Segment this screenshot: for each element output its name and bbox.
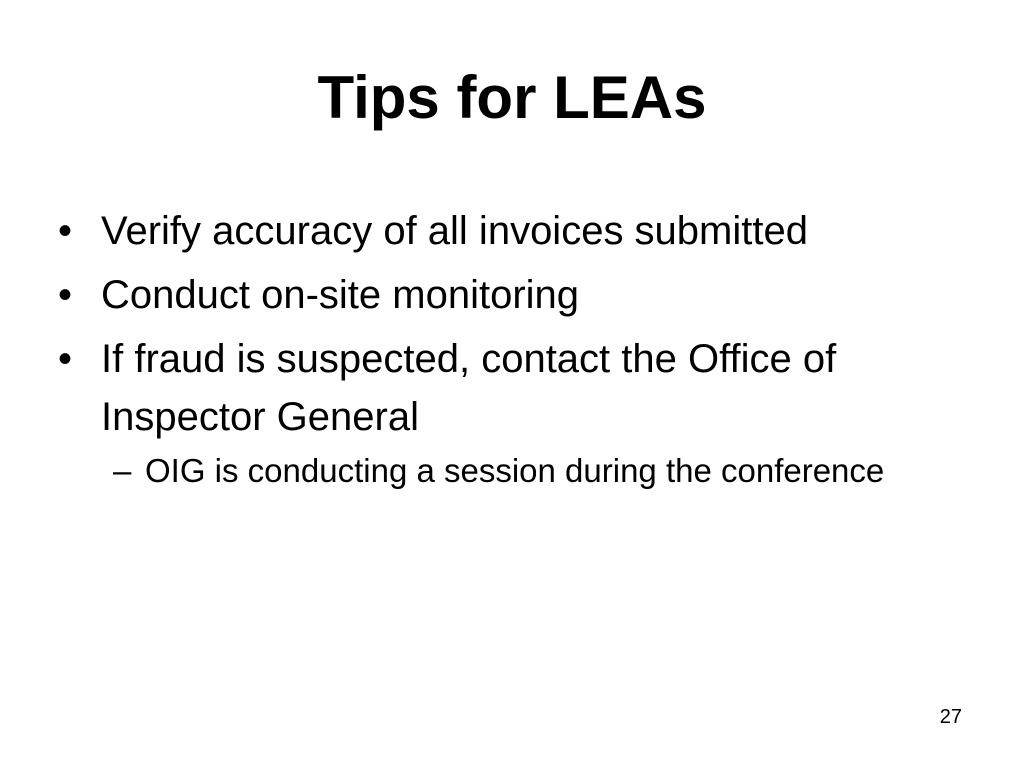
bullet-text: Conduct on-site monitoring: [101, 273, 580, 317]
dash-icon: –: [113, 452, 132, 489]
bullet-text: If fraud is suspected, contact the Office of Inspector General: [101, 337, 837, 439]
bullet-dot-icon: •: [58, 337, 73, 381]
bullet-list: [0, 202, 1024, 500]
bullet-dot-icon: •: [58, 273, 73, 317]
slide-title: Tips for LEAs: [317, 64, 707, 131]
sub-bullet-text: OIG is conducting a session during the conference: [145, 452, 885, 489]
bullet-item: [0, 266, 1024, 324]
bullet-item: [0, 330, 1024, 494]
bullet-text: Verify accuracy of all invoices submitted: [101, 209, 808, 253]
sub-bullet-list: [101, 448, 964, 494]
sub-bullet-item: [101, 448, 964, 494]
page-number: 27: [939, 706, 962, 728]
bullet-dot-icon: •: [58, 209, 73, 253]
bullet-item: [0, 202, 1024, 260]
